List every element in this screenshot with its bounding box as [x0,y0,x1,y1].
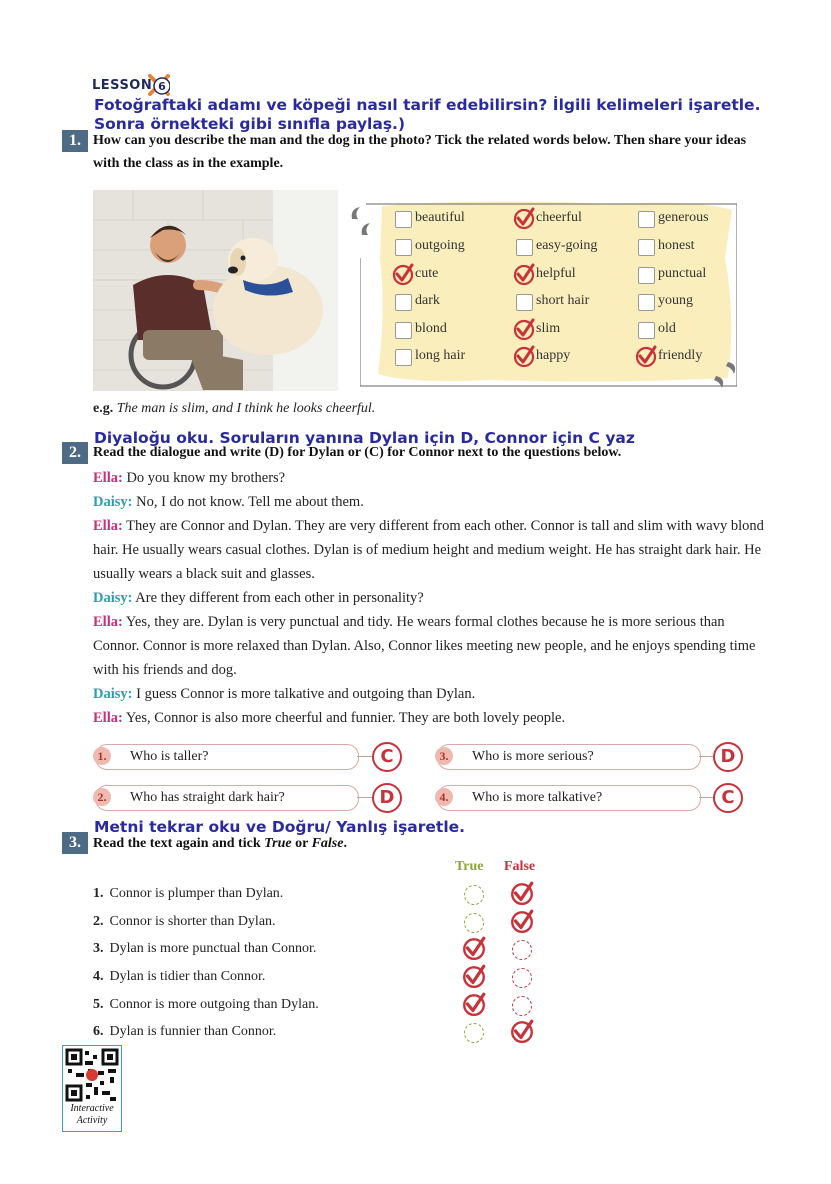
word-checkbox[interactable] [395,211,412,228]
word-label: dark [415,293,440,308]
dialogue-line [93,514,768,586]
word-checkbox[interactable] [638,239,655,256]
lesson-label: LESSON [92,78,153,93]
word-label: short hair [536,293,590,308]
section2-instruction: Read the dialogue and write (D) for Dylan or (C) for Connor next to the questions below. [93,445,622,460]
word-checkbox[interactable] [638,267,655,284]
example-sentence: e.g. The man is slim, and I think he looks cheerful. [93,401,376,416]
qr-label: Interactive Activity [70,1103,114,1126]
dialogue-line [93,490,768,514]
section1-instruction: How can you describe the man and the dog in the photo? Tick the related words below. Then share your ideas with the class as in the example. [93,133,747,171]
word-checkbox[interactable] [638,211,655,228]
daisy-speaker-label: Daisy: [93,590,133,606]
statement-text: Dylan is more punctual than Connor. [109,941,317,956]
word-checkbox[interactable] [516,239,533,256]
statement-row [93,969,265,985]
true-column-header: True [455,859,484,874]
word-checkbox[interactable] [395,349,412,366]
word-label: beautiful [415,210,465,225]
answer-field[interactable]: C [372,742,402,772]
checked-tick-icon[interactable] [512,344,536,368]
word-label: generous [658,210,709,225]
dialogue-text: Yes, they are. Dylan is very punctual and tidy. He wears formal clothes because he is more serious than Connor. Connor is more relaxed than Dylan. Also, Connor likes meeting new people, and he enjoys spending time with his friends and dog. [93,614,756,678]
question-number: 3. [435,747,453,765]
word-label: old [658,321,676,336]
checked-tick-icon[interactable] [512,206,536,230]
word-label: young [658,293,693,308]
word-label: easy-going [536,238,598,253]
section1-translation: Fotoğraftaki adamı ve köpeği nasıl tarif edebilirsin? İlgili kelimeleri işaretle. Sonra örnekteki gibi sınıfla paylaş.) [94,96,761,133]
word-checkbox[interactable] [395,239,412,256]
word-checkbox[interactable] [638,322,655,339]
dialogue-line [93,610,768,682]
lesson-number-badge [148,74,170,96]
word-label: happy [536,348,571,363]
statement-row [93,914,276,930]
qr-code-card[interactable] [62,1045,122,1132]
qr-code-icon [64,1047,120,1103]
question-box [95,744,359,770]
man-and-dog-photo [93,190,338,391]
question-box [437,785,701,811]
svg-text:6: 6 [158,80,166,93]
false-option-circle[interactable] [512,968,532,988]
statement-row [93,886,283,902]
statement-number: 6. [93,1024,104,1039]
dialogue-line [93,706,768,730]
answer-field[interactable]: D [713,742,743,772]
true-tick-icon[interactable] [461,963,487,989]
answer-connector [699,797,713,798]
statement-text: Connor is shorter than Dylan. [109,914,276,929]
dialogue-text: Yes, Connor is also more cheerful and funnier. They are both lovely people. [122,710,566,726]
checked-tick-icon[interactable] [512,262,536,286]
statement-number: 2. [93,914,104,929]
ella-speaker-label: Ella: [93,710,123,726]
word-checkbox[interactable] [516,294,533,311]
true-tick-icon[interactable] [461,935,487,961]
section3-translation: Metni tekrar oku ve Doğru/ Yanlış işaretle. [94,818,466,836]
question-text: Who is more talkative? [472,790,603,805]
word-label: blond [415,321,447,336]
ella-speaker-label: Ella: [93,470,123,486]
word-label: helpful [536,266,576,281]
dialogue-line [93,586,768,610]
word-label: cute [415,266,439,281]
dialogue-line [93,682,768,706]
word-label: long hair [415,348,466,363]
true-tick-icon[interactable] [461,991,487,1017]
false-column-header: False [504,859,536,874]
word-label: honest [658,238,695,253]
quote-open-icon [348,205,376,239]
statement-row [93,1024,276,1040]
dialogue-text: No, I do not know. Tell me about them. [132,494,364,510]
statement-number: 3. [93,941,104,956]
question-box [95,785,359,811]
word-checkbox[interactable] [395,294,412,311]
word-label: punctual [658,266,707,281]
daisy-speaker-label: Daisy: [93,494,133,510]
word-label: slim [536,321,561,336]
false-tick-icon[interactable] [509,1018,535,1044]
ella-speaker-label: Ella: [93,518,123,534]
true-option-circle[interactable] [464,885,484,905]
section2-translation: Diyaloğu oku. Soruların yanına Dylan için D, Connor için C yaz [94,429,635,447]
word-checkbox[interactable] [395,322,412,339]
true-option-circle[interactable] [464,1023,484,1043]
statement-number: 4. [93,969,104,984]
dialogue-text: Are they different from each other in personality? [132,590,424,606]
statement-number: 1. [93,886,104,901]
dialogue-text: Do you know my brothers? [122,470,286,486]
false-tick-icon[interactable] [509,880,535,906]
question-text: Who has straight dark hair? [130,790,285,805]
section2-number: 2. [62,442,88,464]
word-label: friendly [658,348,703,363]
statement-text: Connor is plumper than Dylan. [109,886,284,901]
section1-number: 1. [62,130,88,152]
answer-field[interactable]: D [372,783,402,813]
answer-connector [357,797,372,798]
dialogue-line [93,466,768,490]
checked-tick-icon[interactable] [634,344,658,368]
dialogue [93,466,768,730]
statement-text: Dylan is tidier than Connor. [109,969,266,984]
statement-number: 5. [93,997,104,1012]
answer-connector [699,756,713,757]
question-number: 1. [93,747,111,765]
quote-close-icon [710,356,740,390]
false-option-circle[interactable] [512,940,532,960]
statement-text: Connor is more outgoing than Dylan. [109,997,319,1012]
answer-connector [357,756,372,757]
checked-tick-icon[interactable] [391,262,415,286]
answer-field[interactable]: C [713,783,743,813]
statement-row [93,941,316,957]
question-number: 2. [93,788,111,806]
word-label: outgoing [415,238,465,253]
word-label: cheerful [536,210,582,225]
section3-instruction: Read the text again and tick True or False. [93,836,347,851]
checked-tick-icon[interactable] [512,317,536,341]
daisy-speaker-label: Daisy: [93,686,133,702]
question-box [437,744,701,770]
dialogue-text: They are Connor and Dylan. They are very different from each other. Connor is tall and slim with wavy blond hair. He usually wears casual clothes. Dylan is of medium height and medium weight. He has straight dark hair. He usually wears a black suit and glasses. [93,518,764,582]
false-tick-icon[interactable] [509,908,535,934]
statement-text: Dylan is funnier than Connor. [109,1024,277,1039]
section3-number: 3. [62,832,88,854]
ella-speaker-label: Ella: [93,614,123,630]
statement-row [93,997,319,1013]
word-checkbox[interactable] [638,294,655,311]
question-text: Who is taller? [130,749,209,764]
dialogue-text: I guess Connor is more talkative and outgoing than Dylan. [132,686,476,702]
question-number: 4. [435,788,453,806]
false-option-circle[interactable] [512,996,532,1016]
true-option-circle[interactable] [464,913,484,933]
question-text: Who is more serious? [472,749,594,764]
